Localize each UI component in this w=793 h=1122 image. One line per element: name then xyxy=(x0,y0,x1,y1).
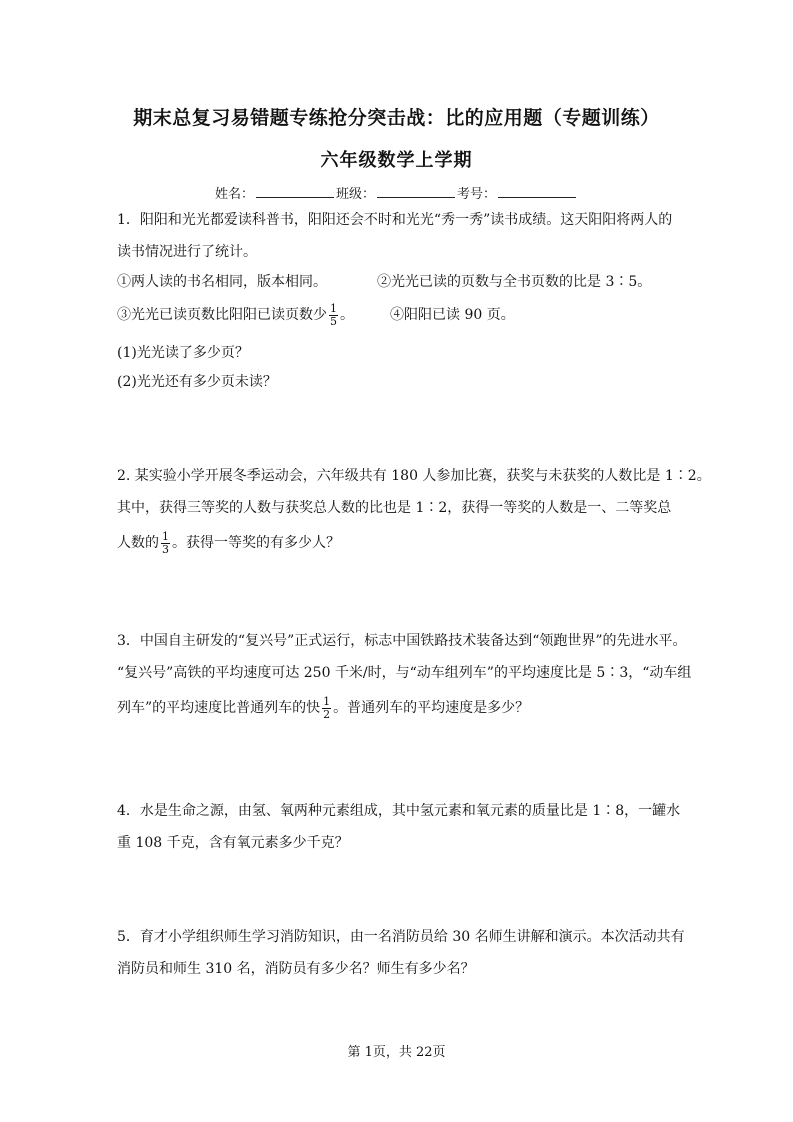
question-4-line-2: 重 108 千克，含有氧元素多少千克？ xyxy=(117,835,349,851)
question-2-line-1: 2. 某实验小学开展冬季运动会，六年级共有 180 人参加比赛，获奖与未获奖的人数比是 1∶2。 xyxy=(117,468,711,484)
question-2-line-2: 其中，获得三等奖的人数与获奖总人数的比也是 1∶2，获得一等奖的人数是一、二等奖总 xyxy=(117,500,672,516)
page-footer: 第 1页，共 22页 xyxy=(347,1045,446,1060)
class-field[interactable] xyxy=(377,185,455,198)
question-1-condition-1: ①两人读的书名相同，版本相同。 xyxy=(117,274,327,290)
question-4-line-1: 4．水是生命之源，由氢、氧两种元素组成，其中氢元素和氧元素的质量比是 1∶8，一罐水 xyxy=(117,803,681,819)
question-3-line-2: “复兴号”高铁的平均速度可达 250 千米/时，与“动车组列车”的平均速度比是 5∶3，“动车组 xyxy=(117,665,692,681)
fraction-numerator: 1 xyxy=(323,694,331,708)
question-3-line-1: 3．中国自主研发的“复兴号”正式运行，标志中国铁路技术装备达到“领跑世界”的先进水平。 xyxy=(117,633,687,649)
class-label: 班级： xyxy=(335,187,375,202)
question-2-text: 人数的 xyxy=(117,535,159,551)
question-2-text-end: 。获得一等奖的有多少人？ xyxy=(172,535,340,551)
fraction-denominator: 5 xyxy=(330,314,337,328)
name-label: 姓名： xyxy=(214,187,254,202)
question-5-line-1: 5．育才小学组织师生学习消防知识，由一名消防员给 30 名师生讲解和演示。本次活动共有 xyxy=(117,929,685,945)
question-5-line-2: 消防员和师生 310 名，消防员有多少名？师生有多少名？ xyxy=(117,961,475,977)
student-info-line xyxy=(0,183,793,202)
question-1-subquestion-2: (2)光光还有多少页未读？ xyxy=(117,374,277,390)
exam-label: 考号： xyxy=(457,187,497,202)
exam-number-field[interactable] xyxy=(498,185,576,198)
document-title: 期末总复习易错题专练抢分突击战：比的应用题（专题训练） xyxy=(133,107,660,129)
document-subtitle: 六年级数学上学期 xyxy=(320,150,473,171)
question-2-line-3 xyxy=(117,527,687,559)
question-1-condition-2: ②光光已读的页数与全书页数的比是 3∶5。 xyxy=(377,274,652,290)
question-1-line-1: 1．阳阳和光光都爱读科普书，阳阳还会不时和光光“秀一秀”读书成绩。这天阳阳将两人的 xyxy=(117,212,673,228)
condition-3-text: ③光光已读页数比阳阳已读页数少 xyxy=(117,307,327,323)
question-1-subquestion-1: (1)光光读了多少页？ xyxy=(117,345,249,361)
fraction xyxy=(322,696,331,721)
fraction xyxy=(161,531,170,556)
condition-3-end: 。 xyxy=(340,307,354,323)
fraction-denominator: 3 xyxy=(162,542,169,556)
question-1-line-2: 读书情况进行了统计。 xyxy=(117,244,257,260)
name-field[interactable] xyxy=(256,185,334,198)
question-1-condition-4: ④阳阳已读 90 页。 xyxy=(390,307,515,323)
fraction-denominator: 2 xyxy=(323,707,331,721)
question-3-text: 列车”的平均速度比普通列车的快 xyxy=(117,700,321,716)
question-3-text-end: 。普通列车的平均速度是多少？ xyxy=(333,700,530,716)
question-1-condition-3 xyxy=(117,299,377,331)
fraction-numerator: 1 xyxy=(330,301,337,315)
fraction-numerator: 1 xyxy=(162,529,169,543)
question-3-line-3 xyxy=(117,692,687,724)
fraction xyxy=(329,303,338,328)
